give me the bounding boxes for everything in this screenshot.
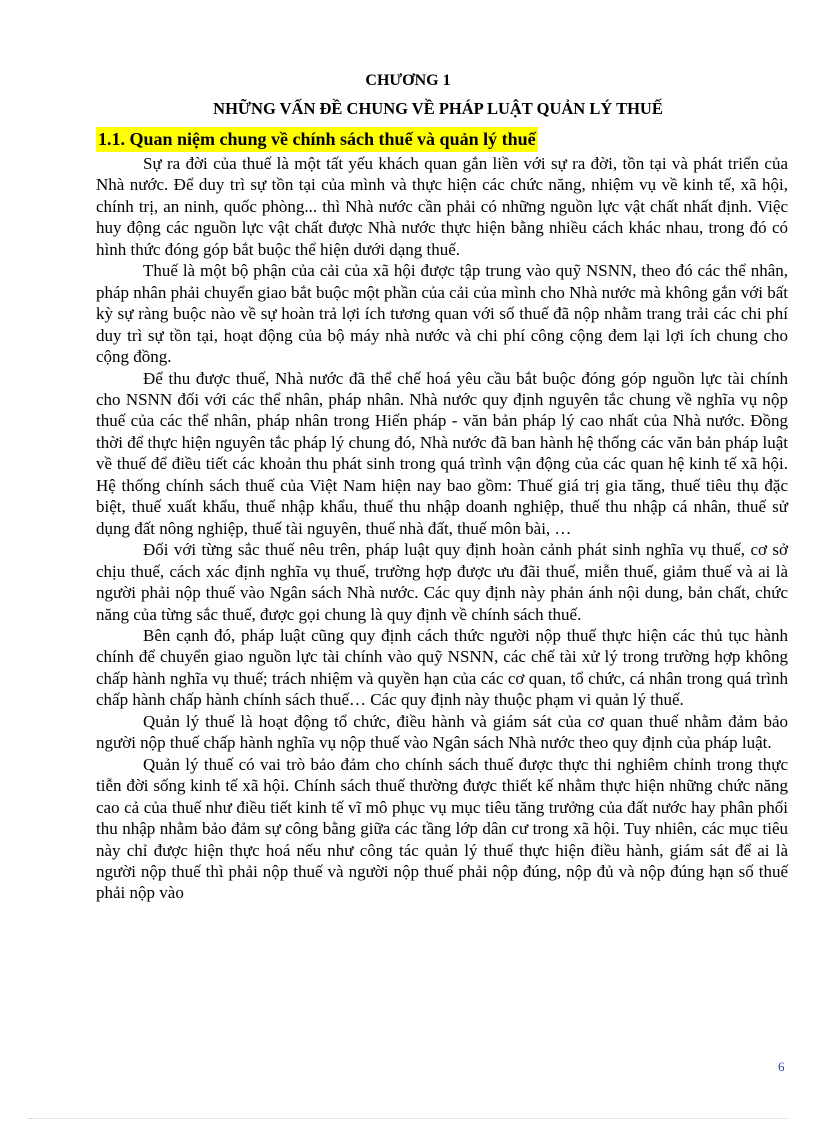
section-heading: 1.1. Quan niệm chung về chính sách thuế và quản lý thuế — [96, 127, 538, 152]
page-border-divider — [28, 1118, 788, 1119]
body-text — [96, 153, 788, 904]
paragraph: Thuế là một bộ phận của cải của xã hội được tập trung vào quỹ NSNN, theo đó các thể nhân, pháp nhân phải chuyển giao bắt buộc một phần của cải của mình cho Nhà nước mà không gắn với bất kỳ sự ràng buộc nào về sự hoàn trả lợi ích tương quan với số thuế đã nộp nhằm trang trải các chi phí duy trì sự tồn tại, hoạt động của bộ máy nhà nước và chi phí công cộng đem lại lợi ích chung cho cộng đồng. — [96, 261, 788, 367]
paragraph: Đối với từng sắc thuế nêu trên, pháp luật quy định hoàn cảnh phát sinh nghĩa vụ thuế, cơ sở chịu thuế, cách xác định nghĩa vụ thuế, trường hợp được ưu đãi thuế, miễn thuế, giảm thuế và ai là người phải nộp thuế vào Ngân sách Nhà nước. Các quy định này phản ánh nội dung, bản chất, chức năng của từng sắc thuế, được gọi chung là quy định về chính sách thuế. — [96, 540, 788, 624]
paragraph: Bên cạnh đó, pháp luật cũng quy định cách thức người nộp thuế thực hiện các thủ tục hành chính để chuyển giao nguồn lực tài chính vào quỹ NSNN, các chế tài xử lý trong trường hợp không chấp hành nghĩa vụ thuế; trách nhiệm và quyền hạn của các cơ quan, tổ chức, cá nhân trong quá trình chấp hành chấp hành chính sách thuế… Các quy định này thuộc phạm vi quản lý thuế. — [96, 625, 788, 710]
chapter-subtitle: NHỮNG VẤN ĐỀ CHUNG VỀ PHÁP LUẬT QUẢN LÝ THUẾ — [213, 99, 663, 118]
paragraph: Quản lý thuế là hoạt động tổ chức, điều hành và giám sát của cơ quan thuế nhằm đảm bảo người nộp thuế chấp hành nghĩa vụ nộp thuế vào Ngân sách Nhà nước theo quy định của pháp luật. — [96, 711, 788, 753]
page-number: 6 — [778, 1059, 785, 1074]
paragraph: Để thu được thuế, Nhà nước đã thể chế hoá yêu cầu bắt buộc đóng góp nguồn lực tài chính cho NSNN đối với các thể nhân, pháp nhân. Nhà nước quy định nguyên tắc chung về nghĩa vụ nộp thuế của các thể nhân, pháp nhân trong Hiến pháp - văn bản pháp lý cao nhất của Nhà nước. Đồng thời để thực hiện nguyên tắc pháp lý chung đó, Nhà nước đã ban hành hệ thống các văn bản pháp luật về thuế để điều tiết các khoản thu phát sinh trong quá trình vận động của các quan hệ kinh tế xã hội. Hệ thống chính sách thuế của Việt Nam hiện nay bao gồm: Thuế giá trị gia tăng, thuế tiêu thụ đặc biệt, thuế xuất khẩu, thuế nhập khẩu, thuế thu nhập doanh nghiệp, thuế thu nhập cá nhân, thuế sử dụng đất nông nghiệp, thuế tài nguyên, thuế nhà đất, thuế môn bài, … — [96, 368, 788, 538]
chapter-title: CHƯƠNG 1 — [365, 72, 451, 89]
paragraph: Sự ra đời của thuế là một tất yếu khách quan gắn liền với sự ra đời, tồn tại và phát triển của Nhà nước. Để duy trì sự tồn tại của mình và thực hiện các chức năng, nhiệm vụ về kinh tế, xã hội, chính trị, an ninh, quốc phòng... thì Nhà nước cần phải có những nguồn lực vật chất nhất định. Việc huy động các nguồn lực vật chất được Nhà nước thực hiện bằng nhiều cách khác nhau, trong đó có hình thức đóng góp bắt buộc thể hiện dưới dạng thuế. — [96, 154, 788, 259]
paragraph: Quản lý thuế có vai trò bảo đảm cho chính sách thuế được thực thi nghiêm chỉnh trong thực tiễn đời sống kinh tế xã hội. Chính sách thuế thường được thiết kế nhằm thực hiện những chức năng cao cả của thuế như điều tiết kinh tế vĩ mô phục vụ mục tiêu tăng trưởng của đất nước hay phân phối thu nhập nhằm bảo đảm sự công bằng giữa các tầng lớp dân cư trong xã hội. Tuy nhiên, các mục tiêu này chỉ được hiện thực hoá nếu như công tác quản lý thuế thực hiện điều hành, giám sát để ai là người nộp thuế thì phải nộp thuế và người nộp thuế phải nộp đúng, nộp đủ và nộp đúng hạn số thuế phải nộp vào — [96, 754, 788, 903]
